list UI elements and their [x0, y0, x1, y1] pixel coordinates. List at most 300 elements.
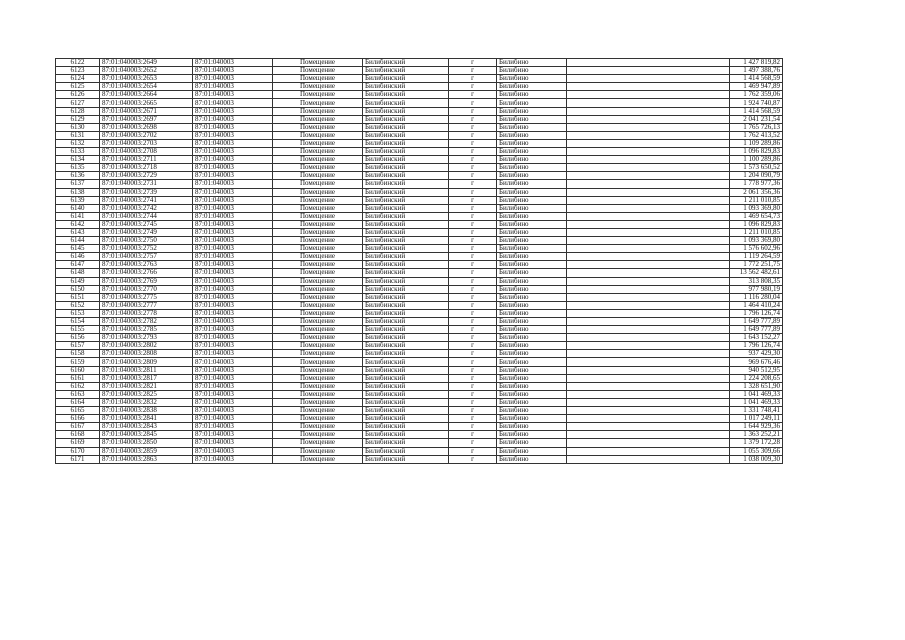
table-row — [56, 318, 783, 326]
table-row — [56, 447, 783, 455]
cadastral-cost: 1 796 126,74 — [730, 342, 783, 350]
address-cell — [567, 277, 730, 285]
cadastral-quarter: 87:01:040003 — [193, 180, 273, 188]
cadastral-number: 87:01:040003:2859 — [100, 447, 193, 455]
row-number: 6161 — [56, 374, 100, 382]
address-cell — [567, 398, 730, 406]
row-number: 6148 — [56, 269, 100, 277]
cadastral-quarter: 87:01:040003 — [193, 309, 273, 317]
cadastral-cost: 1 762 359,06 — [730, 91, 783, 99]
settlement-name: Билибино — [497, 334, 567, 342]
address-cell — [567, 139, 730, 147]
settlement-kind: г — [449, 220, 497, 228]
address-cell — [567, 455, 730, 463]
object-type: Помещение — [273, 253, 363, 261]
cadastral-quarter: 87:01:040003 — [193, 188, 273, 196]
cadastral-quarter: 87:01:040003 — [193, 398, 273, 406]
cadastral-number: 87:01:040003:2757 — [100, 253, 193, 261]
cadastral-number: 87:01:040003:2769 — [100, 277, 193, 285]
table-row — [56, 156, 783, 164]
settlement-kind: г — [449, 180, 497, 188]
cadastral-number: 87:01:040003:2708 — [100, 148, 193, 156]
address-cell — [567, 131, 730, 139]
cadastral-number: 87:01:040003:2702 — [100, 131, 193, 139]
row-number: 6130 — [56, 123, 100, 131]
settlement-kind: г — [449, 123, 497, 131]
table-row — [56, 277, 783, 285]
settlement-kind: г — [449, 301, 497, 309]
cadastral-cost: 1 096 829,83 — [730, 220, 783, 228]
address-cell — [567, 374, 730, 382]
address-cell — [567, 415, 730, 423]
settlement-kind: г — [449, 204, 497, 212]
cadastral-quarter: 87:01:040003 — [193, 301, 273, 309]
address-cell — [567, 75, 730, 83]
district-name: Билибинский — [363, 277, 449, 285]
settlement-kind: г — [449, 75, 497, 83]
row-number: 6136 — [56, 172, 100, 180]
object-type: Помещение — [273, 180, 363, 188]
settlement-name: Билибино — [497, 390, 567, 398]
settlement-name: Билибино — [497, 423, 567, 431]
address-cell — [567, 407, 730, 415]
object-type: Помещение — [273, 439, 363, 447]
cadastral-quarter: 87:01:040003 — [193, 415, 273, 423]
table-row — [56, 334, 783, 342]
settlement-kind: г — [449, 139, 497, 147]
cadastral-quarter: 87:01:040003 — [193, 350, 273, 358]
settlement-name: Билибино — [497, 358, 567, 366]
settlement-kind: г — [449, 439, 497, 447]
address-cell — [567, 180, 730, 188]
district-name: Билибинский — [363, 204, 449, 212]
row-number: 6145 — [56, 245, 100, 253]
cadastral-quarter: 87:01:040003 — [193, 228, 273, 236]
settlement-name: Билибино — [497, 261, 567, 269]
cadastral-quarter: 87:01:040003 — [193, 439, 273, 447]
address-cell — [567, 342, 730, 350]
district-name: Билибинский — [363, 91, 449, 99]
row-number: 6154 — [56, 318, 100, 326]
settlement-name: Билибино — [497, 156, 567, 164]
cadastral-cost: 940 512,95 — [730, 366, 783, 374]
address-cell — [567, 439, 730, 447]
district-name: Билибинский — [363, 148, 449, 156]
settlement-kind: г — [449, 269, 497, 277]
cadastral-number: 87:01:040003:2653 — [100, 75, 193, 83]
settlement-name: Билибино — [497, 204, 567, 212]
district-name: Билибинский — [363, 407, 449, 415]
cadastral-number: 87:01:040003:2817 — [100, 374, 193, 382]
settlement-name: Билибино — [497, 277, 567, 285]
district-name: Билибинский — [363, 398, 449, 406]
object-type: Помещение — [273, 172, 363, 180]
settlement-name: Билибино — [497, 245, 567, 253]
district-name: Билибинский — [363, 301, 449, 309]
table-row — [56, 204, 783, 212]
table-row — [56, 139, 783, 147]
cadastral-number: 87:01:040003:2808 — [100, 350, 193, 358]
table-row — [56, 228, 783, 236]
district-name: Билибинский — [363, 447, 449, 455]
district-name: Билибинский — [363, 350, 449, 358]
district-name: Билибинский — [363, 318, 449, 326]
cadastral-number: 87:01:040003:2782 — [100, 318, 193, 326]
object-type: Помещение — [273, 245, 363, 253]
cadastral-cost: 1 093 369,80 — [730, 237, 783, 245]
address-cell — [567, 382, 730, 390]
address-cell — [567, 237, 730, 245]
cadastral-number: 87:01:040003:2697 — [100, 115, 193, 123]
district-name: Билибинский — [363, 196, 449, 204]
object-type: Помещение — [273, 156, 363, 164]
settlement-kind: г — [449, 131, 497, 139]
settlement-kind: г — [449, 374, 497, 382]
settlement-kind: г — [449, 431, 497, 439]
table-row — [56, 390, 783, 398]
cadastral-cost: 1 576 602,96 — [730, 245, 783, 253]
row-number: 6157 — [56, 342, 100, 350]
table-row — [56, 99, 783, 107]
cadastral-cost: 1 497 388,76 — [730, 67, 783, 75]
object-type: Помещение — [273, 423, 363, 431]
cadastral-cost: 2 041 231,54 — [730, 115, 783, 123]
table-row — [56, 309, 783, 317]
address-cell — [567, 123, 730, 131]
row-number: 6135 — [56, 164, 100, 172]
row-number: 6163 — [56, 390, 100, 398]
table-row — [56, 253, 783, 261]
settlement-name: Билибино — [497, 447, 567, 455]
object-type: Помещение — [273, 204, 363, 212]
object-type: Помещение — [273, 318, 363, 326]
settlement-name: Билибино — [497, 374, 567, 382]
row-number: 6127 — [56, 99, 100, 107]
district-name: Билибинский — [363, 358, 449, 366]
settlement-name: Билибино — [497, 115, 567, 123]
row-number: 6158 — [56, 350, 100, 358]
table-row — [56, 350, 783, 358]
settlement-name: Билибино — [497, 301, 567, 309]
cadastral-quarter: 87:01:040003 — [193, 334, 273, 342]
district-name: Билибинский — [363, 180, 449, 188]
address-cell — [567, 67, 730, 75]
table-row — [56, 123, 783, 131]
cadastral-quarter: 87:01:040003 — [193, 374, 273, 382]
cadastral-quarter: 87:01:040003 — [193, 196, 273, 204]
cadastral-quarter: 87:01:040003 — [193, 366, 273, 374]
settlement-kind: г — [449, 398, 497, 406]
row-number: 6147 — [56, 261, 100, 269]
settlement-kind: г — [449, 407, 497, 415]
row-number: 6133 — [56, 148, 100, 156]
cadastral-number: 87:01:040003:2832 — [100, 398, 193, 406]
address-cell — [567, 196, 730, 204]
cadastral-number: 87:01:040003:2850 — [100, 439, 193, 447]
cadastral-quarter: 87:01:040003 — [193, 99, 273, 107]
object-type: Помещение — [273, 59, 363, 67]
settlement-name: Билибино — [497, 180, 567, 188]
cadastral-number: 87:01:040003:2729 — [100, 172, 193, 180]
cadastral-quarter: 87:01:040003 — [193, 237, 273, 245]
settlement-kind: г — [449, 245, 497, 253]
cadastral-number: 87:01:040003:2802 — [100, 342, 193, 350]
object-type: Помещение — [273, 326, 363, 334]
object-type: Помещение — [273, 91, 363, 99]
cadastral-cost: 1 765 726,13 — [730, 123, 783, 131]
cadastral-cost: 1 469 947,89 — [730, 83, 783, 91]
address-cell — [567, 253, 730, 261]
table-row — [56, 131, 783, 139]
table-row — [56, 382, 783, 390]
cadastral-quarter: 87:01:040003 — [193, 455, 273, 463]
row-number: 6162 — [56, 382, 100, 390]
address-cell — [567, 220, 730, 228]
settlement-kind: г — [449, 326, 497, 334]
cadastral-quarter: 87:01:040003 — [193, 156, 273, 164]
settlement-kind: г — [449, 148, 497, 156]
cadastral-number: 87:01:040003:2652 — [100, 67, 193, 75]
settlement-name: Билибино — [497, 269, 567, 277]
settlement-kind: г — [449, 172, 497, 180]
table-row — [56, 245, 783, 253]
table-row — [56, 285, 783, 293]
object-type: Помещение — [273, 407, 363, 415]
cadastral-number: 87:01:040003:2749 — [100, 228, 193, 236]
settlement-name: Билибино — [497, 237, 567, 245]
object-type: Помещение — [273, 431, 363, 439]
cadastral-quarter: 87:01:040003 — [193, 204, 273, 212]
table-row — [56, 67, 783, 75]
row-number: 6156 — [56, 334, 100, 342]
district-name: Билибинский — [363, 188, 449, 196]
row-number: 6124 — [56, 75, 100, 83]
cadastral-cost-table — [55, 58, 783, 464]
table-row — [56, 398, 783, 406]
cadastral-quarter: 87:01:040003 — [193, 423, 273, 431]
object-type: Помещение — [273, 188, 363, 196]
cadastral-quarter: 87:01:040003 — [193, 139, 273, 147]
district-name: Билибинский — [363, 431, 449, 439]
cadastral-number: 87:01:040003:2671 — [100, 107, 193, 115]
settlement-name: Билибино — [497, 139, 567, 147]
settlement-kind: г — [449, 350, 497, 358]
address-cell — [567, 99, 730, 107]
settlement-name: Билибино — [497, 431, 567, 439]
settlement-name: Билибино — [497, 439, 567, 447]
district-name: Билибинский — [363, 334, 449, 342]
cadastral-number: 87:01:040003:2778 — [100, 309, 193, 317]
address-cell — [567, 318, 730, 326]
settlement-kind: г — [449, 285, 497, 293]
table-row — [56, 164, 783, 172]
cadastral-cost: 1 427 819,82 — [730, 59, 783, 67]
settlement-name: Билибино — [497, 407, 567, 415]
settlement-name: Билибино — [497, 188, 567, 196]
cadastral-cost: 1 762 413,52 — [730, 131, 783, 139]
settlement-kind: г — [449, 261, 497, 269]
address-cell — [567, 261, 730, 269]
cadastral-number: 87:01:040003:2745 — [100, 220, 193, 228]
table-row — [56, 237, 783, 245]
settlement-name: Билибино — [497, 212, 567, 220]
cadastral-quarter: 87:01:040003 — [193, 253, 273, 261]
cadastral-quarter: 87:01:040003 — [193, 318, 273, 326]
address-cell — [567, 212, 730, 220]
district-name: Билибинский — [363, 415, 449, 423]
object-type: Помещение — [273, 301, 363, 309]
object-type: Помещение — [273, 285, 363, 293]
district-name: Билибинский — [363, 75, 449, 83]
cadastral-number: 87:01:040003:2665 — [100, 99, 193, 107]
cadastral-quarter: 87:01:040003 — [193, 431, 273, 439]
cadastral-cost: 1 017 249,11 — [730, 415, 783, 423]
settlement-kind: г — [449, 99, 497, 107]
table-row — [56, 59, 783, 67]
address-cell — [567, 188, 730, 196]
cadastral-cost: 1 414 568,59 — [730, 107, 783, 115]
object-type: Помещение — [273, 342, 363, 350]
object-type: Помещение — [273, 212, 363, 220]
cadastral-number: 87:01:040003:2763 — [100, 261, 193, 269]
district-name: Билибинский — [363, 83, 449, 91]
cadastral-number: 87:01:040003:2793 — [100, 334, 193, 342]
row-number: 6160 — [56, 366, 100, 374]
settlement-kind: г — [449, 91, 497, 99]
settlement-kind: г — [449, 253, 497, 261]
cadastral-number: 87:01:040003:2821 — [100, 382, 193, 390]
cadastral-cost: 937 429,30 — [730, 350, 783, 358]
table-row — [56, 261, 783, 269]
row-number: 6155 — [56, 326, 100, 334]
settlement-name: Билибино — [497, 75, 567, 83]
address-cell — [567, 148, 730, 156]
table-row — [56, 269, 783, 277]
cadastral-number: 87:01:040003:2838 — [100, 407, 193, 415]
object-type: Помещение — [273, 309, 363, 317]
settlement-kind: г — [449, 423, 497, 431]
cadastral-quarter: 87:01:040003 — [193, 277, 273, 285]
cadastral-cost: 1 211 010,85 — [730, 196, 783, 204]
address-cell — [567, 269, 730, 277]
table-row — [56, 83, 783, 91]
settlement-name: Билибино — [497, 398, 567, 406]
cadastral-number: 87:01:040003:2863 — [100, 455, 193, 463]
row-number: 6144 — [56, 237, 100, 245]
object-type: Помещение — [273, 293, 363, 301]
object-type: Помещение — [273, 366, 363, 374]
settlement-name: Билибино — [497, 309, 567, 317]
cadastral-quarter: 87:01:040003 — [193, 67, 273, 75]
object-type: Помещение — [273, 139, 363, 147]
address-cell — [567, 431, 730, 439]
object-type: Помещение — [273, 374, 363, 382]
settlement-kind: г — [449, 228, 497, 236]
settlement-kind: г — [449, 318, 497, 326]
row-number: 6140 — [56, 204, 100, 212]
row-number: 6128 — [56, 107, 100, 115]
table-row — [56, 115, 783, 123]
table-row — [56, 407, 783, 415]
cadastral-cost: 1 464 410,24 — [730, 301, 783, 309]
settlement-name: Билибино — [497, 366, 567, 374]
cadastral-cost: 1 041 469,33 — [730, 398, 783, 406]
district-name: Билибинский — [363, 261, 449, 269]
cadastral-cost: 1 096 829,83 — [730, 148, 783, 156]
district-name: Билибинский — [363, 139, 449, 147]
object-type: Помещение — [273, 75, 363, 83]
cadastral-number: 87:01:040003:2770 — [100, 285, 193, 293]
cadastral-quarter: 87:01:040003 — [193, 407, 273, 415]
cadastral-cost: 1 224 208,65 — [730, 374, 783, 382]
row-number: 6152 — [56, 301, 100, 309]
address-cell — [567, 83, 730, 91]
table-row — [56, 374, 783, 382]
cadastral-cost: 1 796 126,74 — [730, 309, 783, 317]
cadastral-cost: 1 116 280,04 — [730, 293, 783, 301]
cadastral-cost: 2 061 356,36 — [730, 188, 783, 196]
object-type: Помещение — [273, 123, 363, 131]
settlement-name: Билибино — [497, 342, 567, 350]
address-cell — [567, 301, 730, 309]
object-type: Помещение — [273, 277, 363, 285]
row-number: 6143 — [56, 228, 100, 236]
settlement-name: Билибино — [497, 285, 567, 293]
district-name: Билибинский — [363, 220, 449, 228]
object-type: Помещение — [273, 99, 363, 107]
cadastral-quarter: 87:01:040003 — [193, 107, 273, 115]
settlement-name: Билибино — [497, 164, 567, 172]
address-cell — [567, 334, 730, 342]
settlement-kind: г — [449, 382, 497, 390]
address-cell — [567, 245, 730, 253]
settlement-name: Билибино — [497, 67, 567, 75]
address-cell — [567, 172, 730, 180]
settlement-name: Билибино — [497, 253, 567, 261]
settlement-name: Билибино — [497, 318, 567, 326]
cadastral-quarter: 87:01:040003 — [193, 358, 273, 366]
settlement-name: Билибино — [497, 455, 567, 463]
settlement-name: Билибино — [497, 382, 567, 390]
settlement-kind: г — [449, 237, 497, 245]
row-number: 6129 — [56, 115, 100, 123]
table-body — [56, 59, 783, 464]
district-name: Билибинский — [363, 439, 449, 447]
object-type: Помещение — [273, 382, 363, 390]
cadastral-number: 87:01:040003:2664 — [100, 91, 193, 99]
cadastral-cost: 1 363 252,21 — [730, 431, 783, 439]
object-type: Помещение — [273, 261, 363, 269]
address-cell — [567, 309, 730, 317]
row-number: 6134 — [56, 156, 100, 164]
table-row — [56, 75, 783, 83]
cadastral-cost: 1 055 309,66 — [730, 447, 783, 455]
object-type: Помещение — [273, 269, 363, 277]
row-number: 6142 — [56, 220, 100, 228]
cadastral-quarter: 87:01:040003 — [193, 447, 273, 455]
row-number: 6164 — [56, 398, 100, 406]
settlement-name: Билибино — [497, 59, 567, 67]
cadastral-cost: 1 649 777,89 — [730, 326, 783, 334]
table-row — [56, 366, 783, 374]
district-name: Билибинский — [363, 293, 449, 301]
district-name: Билибинский — [363, 99, 449, 107]
address-cell — [567, 204, 730, 212]
row-number: 6166 — [56, 415, 100, 423]
cadastral-cost: 1 331 748,41 — [730, 407, 783, 415]
settlement-name: Билибино — [497, 415, 567, 423]
cadastral-quarter: 87:01:040003 — [193, 75, 273, 83]
